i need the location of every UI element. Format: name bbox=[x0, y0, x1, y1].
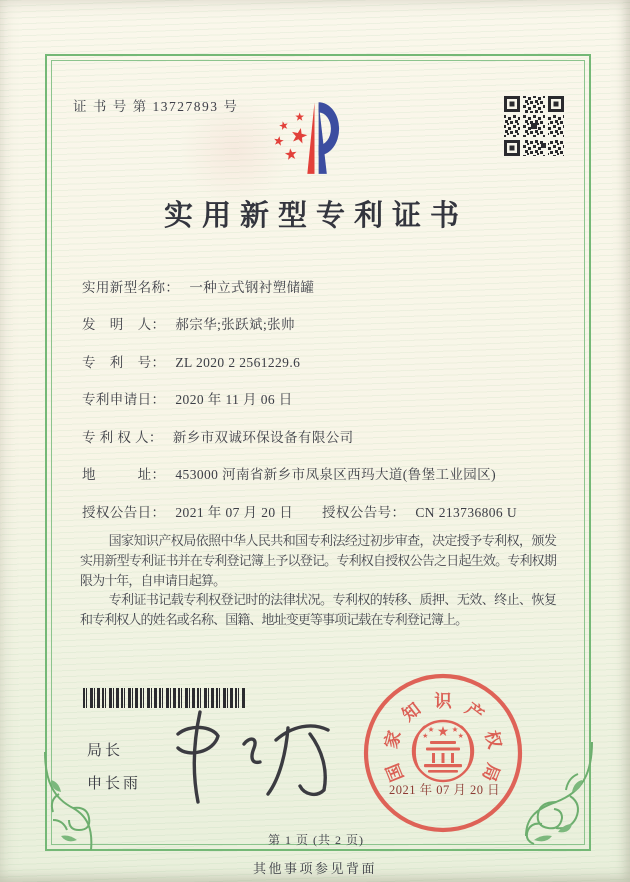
field-value: 2021 年 07 月 20 日 bbox=[175, 505, 294, 520]
field-value: 453000 河南省新乡市凤泉区西玛大道(鲁堡工业园区) bbox=[175, 467, 496, 482]
legal-paragraph-2: 专利证书记载专利权登记时的法律状况。专利权的转移、质押、无效、终止、恢复和专利权人的姓名或名称、国籍、地址变更等事项记载在专利登记簿上。 bbox=[80, 592, 556, 628]
field-row-name bbox=[82, 276, 585, 296]
field-row-inventors bbox=[82, 313, 585, 333]
qr-code bbox=[503, 95, 565, 157]
certificate-title: 实用新型专利证书 bbox=[163, 200, 468, 232]
back-side-note: 其他事项参见背面 bbox=[252, 861, 377, 876]
field-row-filing-date bbox=[82, 388, 585, 408]
svg-text:家: 家 bbox=[380, 728, 405, 751]
field-value: 一种立式钢衬塑储罐 bbox=[189, 280, 315, 295]
field-value: ZL 2020 2 2561229.6 bbox=[175, 355, 301, 370]
svg-text:知: 知 bbox=[398, 698, 425, 726]
svg-text:局: 局 bbox=[478, 760, 504, 785]
field-row-address bbox=[82, 463, 585, 483]
field-row-patentee bbox=[82, 426, 585, 446]
barcode bbox=[83, 688, 246, 708]
svg-text:权: 权 bbox=[481, 728, 506, 751]
national-emblem-icon bbox=[413, 721, 473, 781]
field-label: 专利申请日： bbox=[82, 392, 166, 407]
field-row-patent-number bbox=[82, 351, 585, 371]
cnipa-official-seal bbox=[362, 671, 524, 833]
cnipa-logo-icon bbox=[270, 94, 358, 178]
field-value: 2020 年 11 月 06 日 bbox=[175, 392, 293, 407]
director-signature bbox=[148, 706, 353, 808]
seal-date: 2021 年 07 月 20 日 bbox=[389, 783, 501, 797]
field-value: 新乡市双诚环保设备有限公司 bbox=[172, 430, 354, 445]
page-number: 第 1 页 (共 2 页) bbox=[268, 833, 364, 847]
field-value: 郝宗华;张跃斌;张帅 bbox=[175, 317, 295, 332]
field-label: 专 利 权 人： bbox=[82, 430, 163, 445]
field-row-grant bbox=[82, 501, 585, 521]
svg-text:识: 识 bbox=[434, 691, 452, 711]
field-label: 发 明 人： bbox=[82, 317, 166, 332]
field-group-grant-number bbox=[322, 501, 517, 521]
field-label: 专 利 号： bbox=[82, 355, 166, 370]
svg-text:国: 国 bbox=[382, 760, 408, 785]
field-value: CN 213736806 U bbox=[415, 505, 518, 520]
legal-paragraphs bbox=[80, 531, 556, 630]
field-label: 授权公告号： bbox=[322, 505, 406, 520]
field-label: 地 址： bbox=[82, 467, 166, 482]
signer-name: 申长雨 bbox=[87, 776, 142, 792]
field-label: 实用新型名称： bbox=[82, 280, 180, 295]
legal-paragraph-1: 国家知识产权局依照中华人民共和国专利法经过初步审查，决定授予专利权，颁发实用新型专利证书并在专利登记簿上予以登记。专利权自授权公告之日起生效。专利权期限为十年，自申请日起算。 bbox=[80, 533, 556, 588]
field-label: 授权公告日： bbox=[82, 505, 166, 520]
certificate-number: 证 书 号 第 13727893 号 bbox=[73, 99, 239, 114]
signer-title: 局长 bbox=[87, 743, 124, 759]
svg-text:产: 产 bbox=[461, 698, 488, 726]
